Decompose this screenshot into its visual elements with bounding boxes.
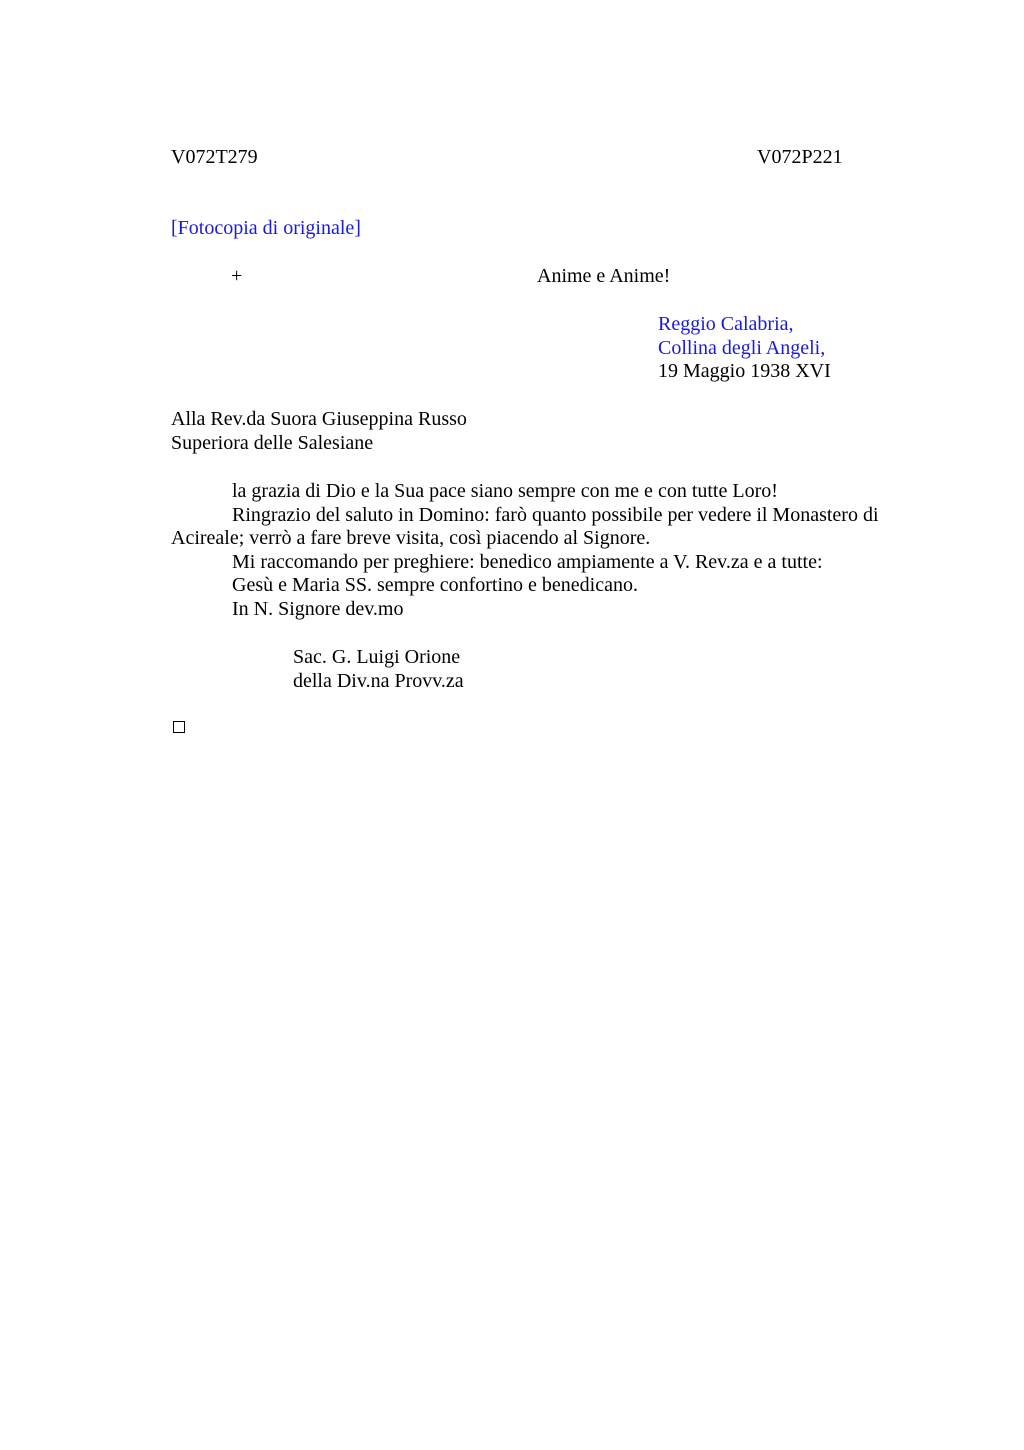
document-code-right: V072P221 (757, 146, 843, 168)
letter-body (171, 480, 911, 621)
place-date-block (658, 313, 831, 384)
empty-box-icon (173, 721, 185, 733)
signature-title: della Div.na Provv.za (293, 669, 464, 692)
body-line: Ringrazio del saluto in Domino: farò quanto possibile per vedere il Monastero di (232, 503, 879, 526)
body-line: Mi raccomando per preghiere: benedico ampiamente a V. Rev.za e a tutte: (232, 550, 823, 573)
document-code-left: V072T279 (171, 146, 258, 168)
recipient-block (171, 408, 467, 455)
body-line: In N. Signore dev.mo (232, 597, 404, 620)
signature-name: Sac. G. Luigi Orione (293, 646, 461, 668)
motto: Anime e Anime! (537, 265, 671, 287)
body-line: la grazia di Dio e la Sua pace siano sempre con me e con tutte Loro! (232, 480, 778, 502)
photocopy-note: [Fotocopia di originale] (171, 217, 361, 239)
date-line: 19 Maggio 1938 XVI (658, 360, 831, 382)
body-line: Acireale; verrò a fare breve visita, così piacendo al Signore. (171, 527, 651, 549)
body-line: Gesù e Maria SS. sempre confortino e benedicano. (232, 574, 638, 596)
place-line-1: Reggio Calabria, (658, 313, 794, 335)
recipient-name: Alla Rev.da Suora Giuseppina Russo (171, 408, 467, 430)
place-line-2: Collina degli Angeli, (658, 336, 826, 359)
recipient-title: Superiora delle Salesiane (171, 431, 374, 454)
cross-symbol: + (231, 265, 243, 287)
signature-block (293, 646, 464, 693)
